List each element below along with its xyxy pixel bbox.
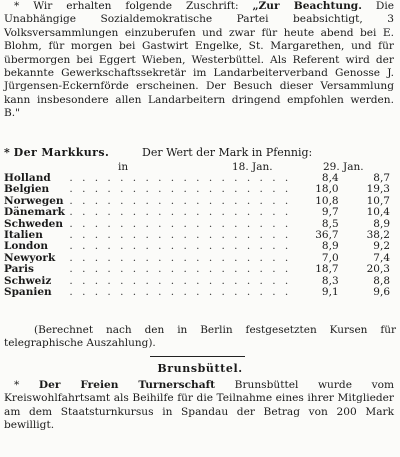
value-date-1: 8,3 xyxy=(321,274,339,287)
notice-intro: Wir erhalten folgende Zuschrift: xyxy=(33,0,239,12)
value-date-2: 8,8 xyxy=(373,274,390,287)
section-body: Brunsbüttel wurde vom Kreiswohlfahrtsamt als Beihilfe für die Teilnahme eines ihrer Mitglieder am dem Staatsturnkursus in Spandau der Betrag von 200 Mark bewilligt. xyxy=(4,379,394,432)
country-cell: Belgien xyxy=(4,183,50,196)
value-date-1: 18,7 xyxy=(315,263,339,276)
country-cell: Italien xyxy=(4,229,43,242)
table-row xyxy=(4,264,390,275)
column-date-1: 18. Jan. xyxy=(232,161,273,173)
notice-paragraph xyxy=(4,0,394,121)
column-date-2: 29. Jan. xyxy=(323,161,364,173)
value-date-2: 8,7 xyxy=(373,172,390,184)
leader-dots: . . . . . . . . . . . . . . . . . . xyxy=(69,275,292,287)
value-date-1: 18,0 xyxy=(315,183,339,196)
country-cell: Schweiz xyxy=(4,274,52,287)
value-date-1: 9,7 xyxy=(321,206,339,219)
leader-dots: . . . . . . . . . . . . . . . . . . xyxy=(69,218,292,230)
leader-dots: . . . . . . . . . . . . . . . . . . xyxy=(69,264,292,276)
value-date-1: 9,1 xyxy=(321,286,339,299)
country-cell: Norwegen xyxy=(4,194,64,207)
country-cell: Holland xyxy=(4,172,51,184)
value-date-1: 8,4 xyxy=(321,172,339,184)
leader-dots: . . . . . . . . . . . . . . . . . . xyxy=(69,184,292,196)
section-paragraph xyxy=(4,379,394,433)
leader-dots: . . . . . . . . . . . . . . . . . . xyxy=(69,287,292,299)
exchange-rate-table xyxy=(4,173,390,298)
value-date-1: 8,9 xyxy=(321,240,339,253)
value-date-2: 10,7 xyxy=(366,194,390,207)
markkurs-bullet: * xyxy=(4,146,11,159)
table-row xyxy=(4,287,390,298)
leader-dots: . . . . . . . . . . . . . . . . . . xyxy=(69,173,292,184)
value-date-2: 20,3 xyxy=(366,263,390,276)
country-cell: Spanien xyxy=(4,286,52,299)
leader-dots: . . . . . . . . . . . . . . . . . . xyxy=(69,195,292,207)
leader-dots: . . . . . . . . . . . . . . . . . . xyxy=(69,252,292,264)
value-date-2: 10,4 xyxy=(366,206,390,219)
bullet: * xyxy=(14,0,20,12)
section-heading: Brunsbüttel. xyxy=(157,362,243,375)
markkurs-footnote: (Berechnet nach den in Berlin festgesetzten Kursen für telegraphische Auszahlung). xyxy=(4,324,396,349)
country-cell: London xyxy=(4,240,48,253)
value-date-2: 8,9 xyxy=(373,217,390,230)
value-date-2: 9,6 xyxy=(373,286,390,299)
value-date-1: 10,8 xyxy=(315,194,339,207)
value-date-2: 9,2 xyxy=(373,240,390,253)
value-date-2: 19,3 xyxy=(366,183,390,196)
country-cell: Newyork xyxy=(4,251,56,264)
value-date-2: 7,4 xyxy=(373,251,390,264)
country-cell: Paris xyxy=(4,263,34,276)
column-in-label: in xyxy=(118,161,129,173)
table-row xyxy=(4,207,390,218)
notice-body: Die Unabhängige Sozialdemokratische Partei beabsichtigt, 3 Volksversammlungen einzuberufen und zwar für heute abend bei E. Blohm, für morgen bei Gastwirt Engelke, St. Margarethen, und für übermorgen bei Eggert Wieben, Westerbüttel. Als Referent wird der bekannte Gewerkschaftssekretär im Landarbeiterverband Genosse J. Jürgensen-Eckernförde erscheinen. Der Besuch dieser Versammlung kann insbesondere allen Landarbeitern dringend empfohlen werden. B." xyxy=(4,0,394,120)
value-date-1: 36,7 xyxy=(315,229,339,242)
value-date-1: 8,5 xyxy=(321,217,339,230)
leader-dots: . . . . . . . . . . . . . . . . . . xyxy=(69,241,292,253)
notice-heading: „Zur Beachtung. xyxy=(252,0,362,12)
country-cell: Dänemark xyxy=(4,206,65,219)
value-date-2: 38,2 xyxy=(366,229,390,242)
markkurs-title: Der Markkurs. xyxy=(13,146,110,159)
leader-dots: . . . . . . . . . . . . . . . . . . xyxy=(69,230,292,242)
value-date-1: 7,0 xyxy=(321,251,339,264)
bullet: * xyxy=(14,379,20,391)
section-lead: Der Freien Turnerschaft xyxy=(38,379,216,391)
leader-dots: . . . . . . . . . . . . . . . . . . xyxy=(69,207,292,219)
markkurs-description: Der Wert der Mark in Pfennig: xyxy=(142,146,313,159)
section-divider xyxy=(150,356,245,357)
markkurs-header xyxy=(4,146,396,159)
country-cell: Schweden xyxy=(4,217,63,230)
